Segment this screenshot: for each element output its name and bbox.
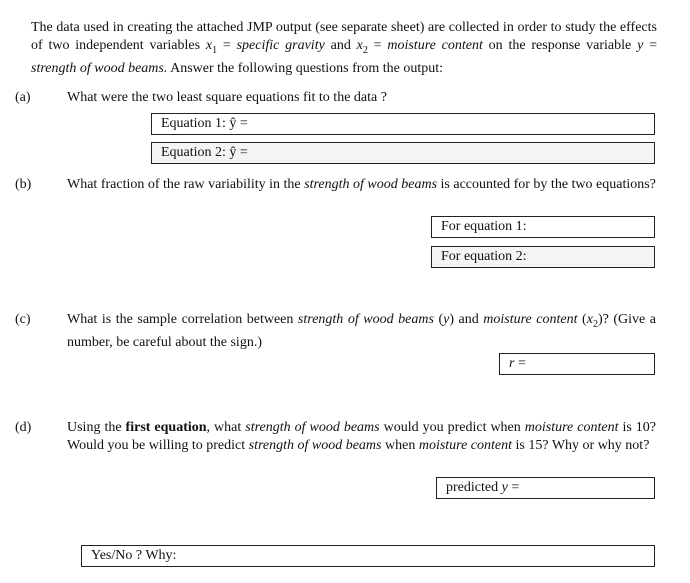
question-c-text-5: )? (Give a number, be careful about the sign.)	[67, 312, 656, 350]
question-b-text-1: What fraction of the raw variability in the	[67, 177, 305, 192]
question-c-text-4: (	[577, 312, 587, 327]
question-c-italic-1: strength of wood beams	[297, 312, 434, 327]
question-a-label: (a)	[15, 90, 31, 105]
question-c-y: y	[443, 312, 450, 327]
question-b	[15, 176, 656, 194]
question-c-italic-2: moisture content	[483, 312, 578, 327]
question-d	[15, 419, 657, 455]
question-d-text-2: , what	[206, 420, 246, 435]
fraction-eq2-field[interactable]	[431, 246, 655, 268]
equation-1-field[interactable]	[151, 113, 655, 135]
question-b-text-2: is accounted for by the two equations?	[437, 177, 656, 192]
fraction-eq1-label: For equation 1:	[441, 219, 527, 234]
correlation-equals: =	[514, 356, 526, 371]
correlation-field[interactable]	[499, 353, 655, 375]
x1-name: specific gravity	[236, 38, 325, 53]
predicted-y: y	[501, 480, 508, 495]
question-d-italic-3: strength of wood beams	[248, 438, 382, 453]
equation-1-label: Equation 1: ŷ =	[161, 116, 248, 131]
var-x2-subscript: 2	[362, 44, 368, 56]
question-d-label: (d)	[15, 420, 32, 435]
question-d-text-5: when	[381, 438, 419, 453]
question-c-x: x	[586, 312, 593, 327]
predicted-label: predicted	[446, 480, 499, 495]
correlation-r: r	[509, 356, 515, 371]
question-c-text-1: What is the sample correlation between	[67, 312, 298, 327]
yes-no-why-field[interactable]	[81, 545, 655, 567]
equation-2-field[interactable]	[151, 142, 655, 164]
intro-paragraph	[31, 19, 657, 78]
yes-no-why-label: Yes/No ? Why:	[91, 548, 177, 563]
question-d-italic-2: moisture content	[524, 420, 619, 435]
question-d-text-3: would you predict when	[379, 420, 525, 435]
question-c	[15, 311, 656, 352]
question-c-text-2: (	[433, 312, 444, 327]
question-c-text-3: ) and	[449, 312, 484, 327]
question-d-text-1: Using the	[67, 420, 126, 435]
equation-2-label: Equation 2: ŷ =	[161, 145, 248, 160]
question-b-label: (b)	[15, 177, 32, 192]
question-d-bold: first equation	[125, 420, 207, 435]
equals-sign: =	[217, 38, 237, 53]
question-a	[15, 89, 656, 107]
question-d-text-6: is 15? Why or why not?	[512, 438, 650, 453]
predicted-field[interactable]	[436, 477, 655, 499]
intro-text: The data used in creating the attached JMP output (see separate sheet) are collected in order to study the effects of two independent variables	[31, 20, 657, 53]
fraction-eq2-label: For equation 2:	[441, 249, 527, 264]
equals-sign-2: =	[367, 38, 388, 53]
y-name: strength of wood beams.	[31, 60, 168, 76]
question-c-label: (c)	[15, 312, 31, 327]
var-x1: x	[205, 38, 213, 53]
question-b-italic: strength of wood beams	[304, 177, 438, 192]
question-a-text: What were the two least square equations fit to the data ?	[67, 90, 387, 105]
question-d-text-4: is 10? Would you be willing to predict	[67, 420, 657, 453]
predicted-equals: =	[507, 480, 520, 495]
question-d-italic-4: moisture content	[418, 438, 513, 453]
var-y: y	[637, 38, 644, 53]
intro-and: and	[324, 38, 357, 53]
fraction-eq1-field[interactable]	[431, 216, 655, 238]
intro-on: on the response variable	[482, 38, 638, 53]
question-d-italic-1: strength of wood beams	[245, 420, 380, 435]
question-c-x-subscript: 2	[592, 318, 598, 330]
x2-name: moisture content	[387, 38, 483, 53]
var-x2: x	[356, 38, 363, 53]
var-x1-subscript: 1	[212, 44, 218, 56]
equals-sign-3: =	[643, 38, 657, 53]
intro-end: Answer the following questions from the output:	[167, 60, 444, 76]
